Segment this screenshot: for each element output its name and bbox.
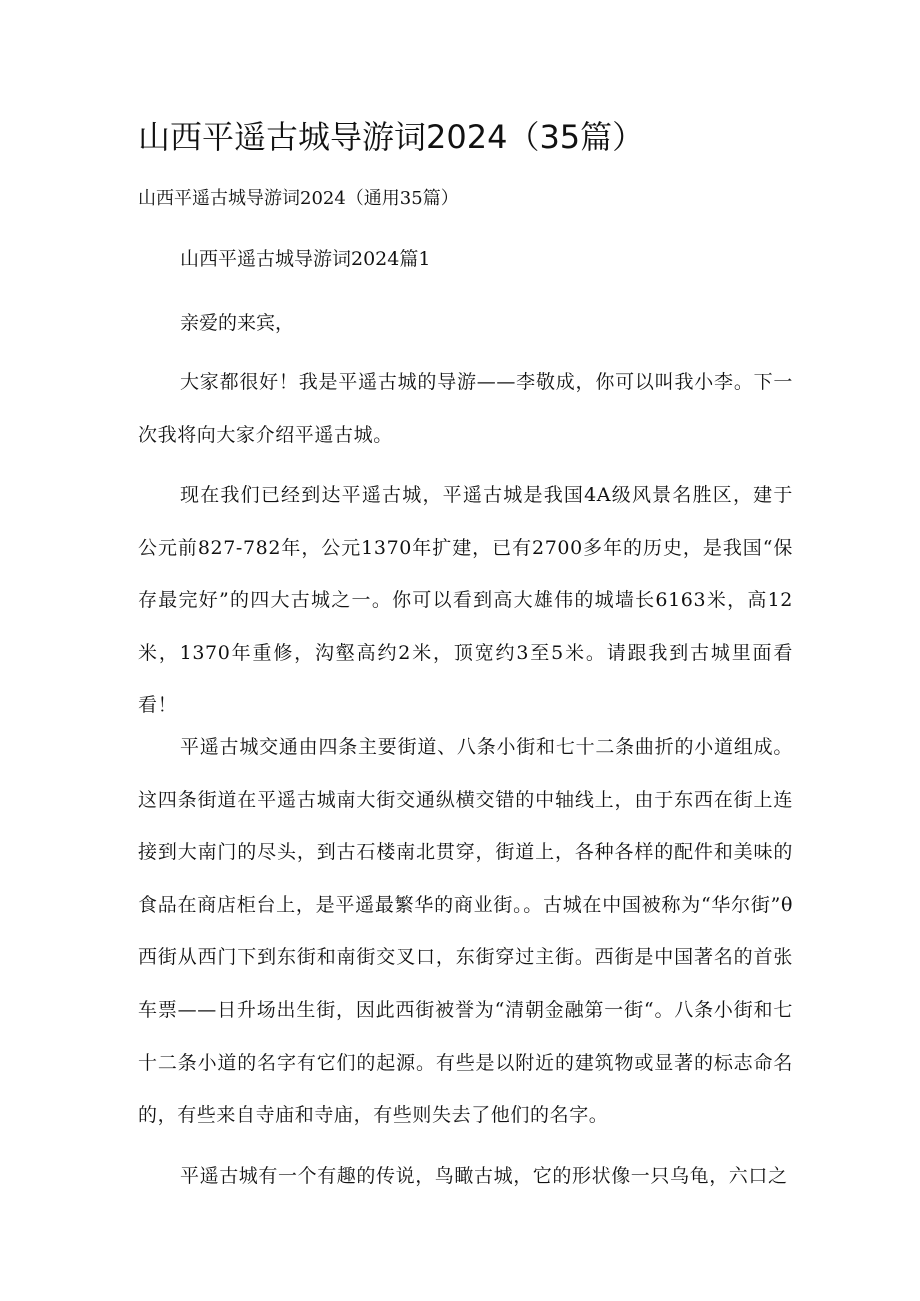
- paragraph-2: 现在我们已经到达平遥古城，平遥古城是我国4A级风景名胜区，建于公元前827-782年，公元1370年扩建，已有2700多年的历史，是我国“保存最完好”的四大古城之一。你可以看到高大雄伟的城墙长6163米，高12米，1370年重修，沟壑高约2米，顶宽约3至5米。请跟我到古城里面看看！: [138, 484, 793, 717]
- greeting-line: 亲爱的来宾，: [180, 312, 295, 334]
- paragraph-1: 大家都很好！我是平遥古城的导游——李敬成，你可以叫我小李。下一次我将向大家介绍平遥古城。: [138, 371, 793, 446]
- document-title: 山西平遥古城导游词2024（35篇）: [138, 118, 645, 156]
- section-heading: 山西平遥古城导游词2024篇1: [180, 248, 431, 270]
- paragraph-3: 平遥古城交通由四条主要街道、八条小街和七十二条曲折的小道组成。这四条街道在平遥古城南大街交通纵横交错的中轴线上，由于东西在街上连接到大南门的尽头，到古石楼南北贯穿，街道上，各种各样的配件和美味的食品在商店柜台上，是平遥最繁华的商业街。。古城在中国被称为“华尔街”θ西街从西门下到东街和南街交叉口，东街穿过主街。西街是中国著名的首张车票——日升场出生街，因此西街被誉为“清朝金融第一街“。八条小街和七十二条小道的名字有它们的起源。有些是以附近的建筑物或显著的标志命名的，有些来自寺庙和寺庙，有些则失去了他们的名字。: [138, 736, 793, 1127]
- paragraph-4: 平遥古城有一个有趣的传说，鸟瞰古城，它的形状像一只乌龟，六口之: [180, 1165, 788, 1187]
- document-subtitle: 山西平遥古城导游词2024（通用35篇）: [138, 188, 459, 209]
